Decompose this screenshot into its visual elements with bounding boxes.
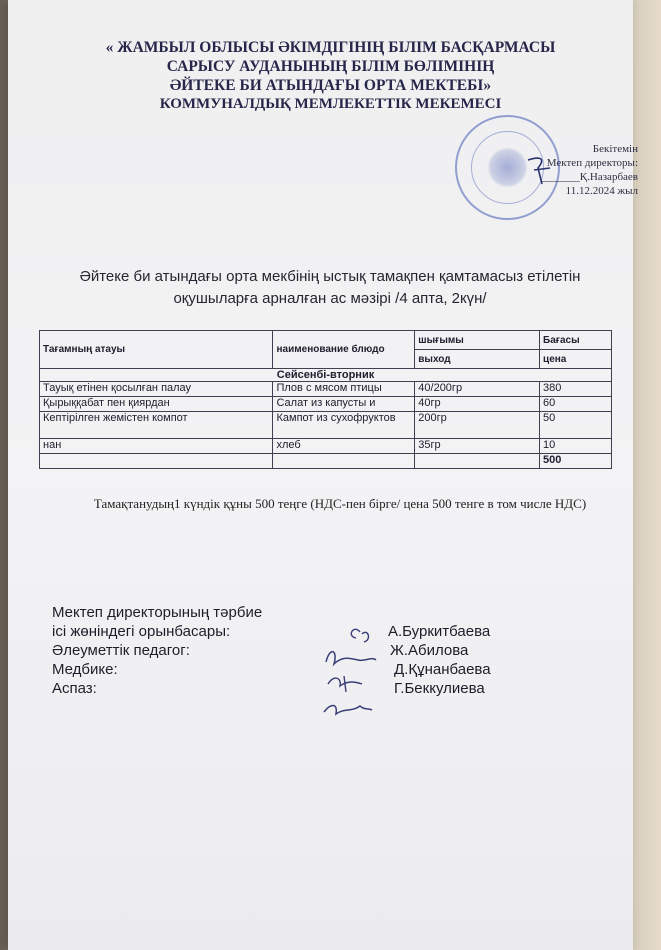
dish-kz: нан bbox=[40, 439, 273, 454]
staff-role: ісі жөніндегі орынбасары: bbox=[52, 623, 231, 640]
staff-name: А.Буркитбаева bbox=[388, 623, 491, 640]
dish-yield: 40/200гр bbox=[415, 382, 540, 397]
header-yield-kz: шығымы bbox=[415, 331, 540, 350]
dish-ru: Кампот из сухофруктов bbox=[273, 412, 415, 439]
approval-block bbox=[488, 142, 638, 198]
header-name-ru: наименование блюдо bbox=[273, 331, 415, 369]
staff-name: Ж.Абилова bbox=[390, 642, 469, 659]
header-line-4: КОММУНАЛДЫҚ МЕМЛЕКЕТТІК МЕКЕМЕСІ bbox=[159, 96, 502, 112]
dish-price: 10 bbox=[540, 439, 612, 454]
total-empty-2 bbox=[273, 454, 415, 469]
staff-name: Д.Құнанбаева bbox=[394, 661, 491, 678]
menu-title-line-2: оқушыларға арналған ас мәзірі /4 апта, 2күн/ bbox=[173, 290, 487, 307]
approval-line-2: Мектеп директоры: bbox=[546, 157, 638, 169]
staff-role: Медбике: bbox=[52, 661, 118, 678]
table-row bbox=[40, 397, 612, 412]
dish-yield: 35гр bbox=[415, 439, 540, 454]
total-empty-1 bbox=[40, 454, 273, 469]
total-empty-3 bbox=[415, 454, 540, 469]
section-row bbox=[40, 369, 612, 382]
approval-line-4: 11.12.2024 жыл bbox=[565, 185, 638, 197]
table-row bbox=[40, 382, 612, 397]
dish-ru: Плов с мясом птицы bbox=[273, 382, 415, 397]
dish-ru: хлеб bbox=[273, 439, 415, 454]
dish-kz: Кептірілген жемістен компот bbox=[40, 412, 273, 439]
table-row bbox=[40, 412, 612, 439]
staff-signatures-ink bbox=[320, 620, 390, 730]
menu-table bbox=[39, 330, 612, 469]
table-header-row-1 bbox=[40, 331, 612, 350]
approval-line-1: Бекітемін bbox=[592, 143, 638, 155]
approval-line-3: _______Қ.Назарбаев bbox=[541, 171, 638, 183]
header-line-2: САРЫСУ АУДАНЫНЫҢ БІЛІМ БӨЛІМІНІҢ bbox=[166, 58, 495, 75]
dish-ru: Салат из капусты и bbox=[273, 397, 415, 412]
dish-kz: Қырыққабат пен қиярдан bbox=[40, 397, 273, 412]
dish-price: 60 bbox=[540, 397, 612, 412]
table-row bbox=[40, 439, 612, 454]
header-line-1: « ЖАМБЫЛ ОБЛЫСЫ ӘКІМДІГІНІҢ БІЛІМ БАСҚАРМАСЫ bbox=[105, 39, 556, 56]
header-price-ru: цена bbox=[540, 350, 612, 369]
price-note: Тамақтанудың1 күндік құны 500 теңге (НДС-пен бірге/ цена 500 тенге в том числе НДС) bbox=[93, 496, 587, 511]
dish-price: 380 bbox=[540, 382, 612, 397]
staff-role: Әлеуметтік педагог: bbox=[52, 642, 190, 659]
header-yield-ru: выход bbox=[415, 350, 540, 369]
staff-role: Аспаз: bbox=[52, 680, 97, 697]
staff-name: Г.Беккулиева bbox=[394, 680, 485, 697]
dish-kz: Тауық етінен қосылған палау bbox=[40, 382, 273, 397]
total-row bbox=[40, 454, 612, 469]
header-name-kz: Тағамның атауы bbox=[40, 331, 273, 369]
dish-yield: 40гр bbox=[415, 397, 540, 412]
menu-title bbox=[40, 266, 620, 310]
menu-title-line-1: Әйтеке би атындағы орта мекбінің ыстық тамақпен қамтамасыз етілетін bbox=[79, 268, 581, 285]
director-signature bbox=[520, 150, 560, 190]
header-line-3: ӘЙТЕКЕ БИ АТЫНДАҒЫ ОРТА МЕКТЕБІ» bbox=[169, 77, 492, 94]
staff-role: Мектеп директорының тәрбие bbox=[52, 604, 263, 621]
dish-price: 50 bbox=[540, 412, 612, 439]
total-price: 500 bbox=[540, 454, 612, 469]
header-price-kz: Бағасы bbox=[540, 331, 612, 350]
section-day: Сейсенбі-вторник bbox=[40, 369, 612, 382]
dish-yield: 200гр bbox=[415, 412, 540, 439]
institution-header bbox=[0, 38, 661, 114]
